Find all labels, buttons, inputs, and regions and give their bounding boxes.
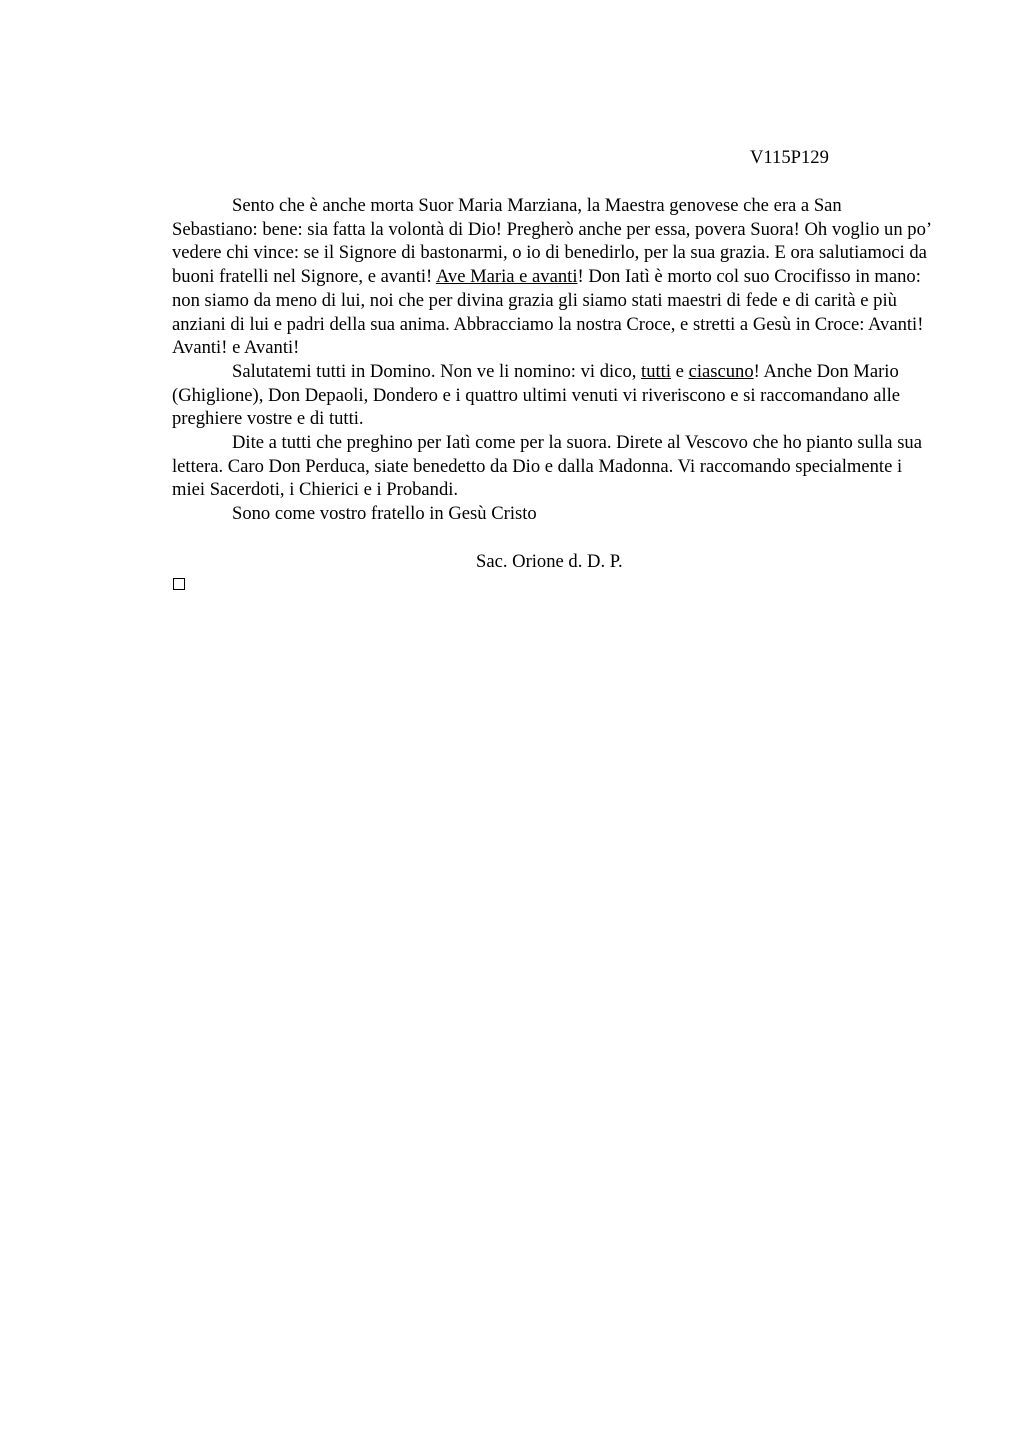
- signature: Sac. Orione d. D. P.: [476, 551, 623, 572]
- underlined-text: Ave Maria e avanti: [435, 266, 578, 288]
- text-run: Salutatemi tutti in Domino. Non ve li nomino: vi dico,: [232, 360, 642, 382]
- paragraph-3: [172, 431, 932, 502]
- text-run: ! Anche Don Mario (Ghiglione), Don Depaoli, Dondero e i quattro ultimi venuti vi riveriscono e si raccomandano alle preghiere vostre e di tutti.: [172, 360, 901, 430]
- letter-body: [172, 194, 932, 526]
- underlined-text: ciascuno: [688, 360, 754, 382]
- paragraph-4: [172, 502, 932, 526]
- paragraph-1: [172, 194, 932, 360]
- document-reference: V115P129: [750, 147, 829, 168]
- text-run: ! Don Iatì è morto col suo Crocifisso in mano: non siamo da meno di lui, noi che per divina grazia gli siamo stati maestri di fede e di carità e più anziani di lui e padri della sua anima. Abbracciamo la nostra Croce, e stretti a Gesù in Croce: Avanti! Avanti! e Avanti!: [172, 266, 924, 359]
- text-run: e: [671, 360, 689, 382]
- empty-square-icon: [173, 578, 185, 590]
- text-run: Sono come vostro fratello in Gesù Cristo: [232, 503, 537, 525]
- underlined-text: tutti: [641, 360, 672, 382]
- text-run: Dite a tutti che preghino per Iatì come per la suora. Direte al Vescovo che ho pianto sulla sua lettera. Caro Don Perduca, siate benedetto da Dio e dalla Madonna. Vi raccomando specialmente i miei Sacerdoti, i Chierici e i Probandi.: [172, 432, 922, 501]
- text-run: Sento che è anche morta Suor Maria Marziana, la Maestra genovese che era a San Sebastiano: bene: sia fatta la volontà di Dio! Pregherò anche per essa, povera Suora! Oh voglio un po’ vedere chi vince: se il Signore di bastonarmi, o io di benedirlo, per la sua grazia. E ora salutiamoci da buoni fratelli nel Signore, e avanti!: [172, 195, 931, 288]
- paragraph-2: [172, 360, 932, 431]
